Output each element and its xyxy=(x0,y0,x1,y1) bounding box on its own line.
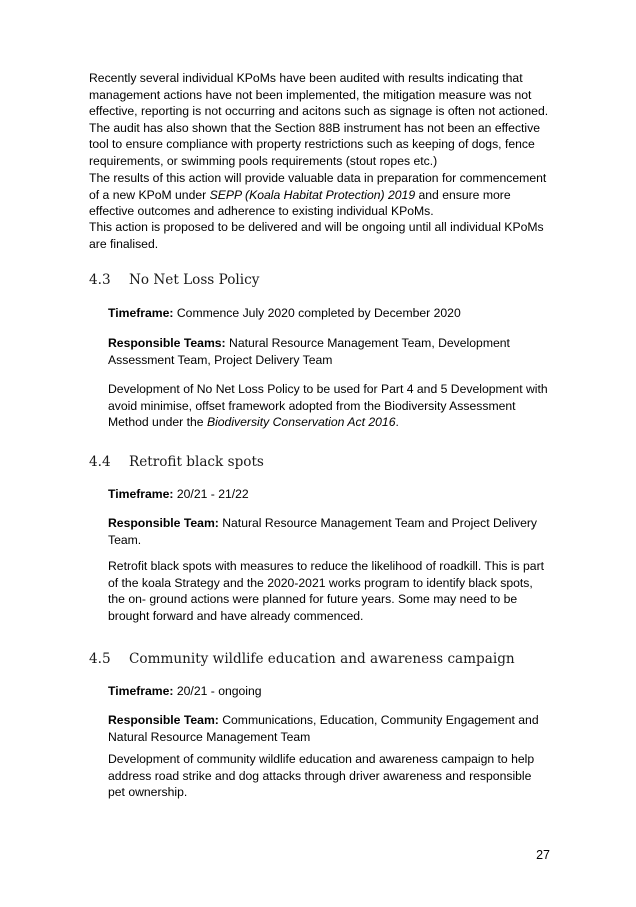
intro-paragraph-1: Recently several individual KPoMs have been audited with results indicating that management actions have not been implemented, the mitigation measure was not effective, reporting is not occurring and acitons such as signage is often not actioned. The audit has also shown that the Section 88B instrument has not been an effective tool to ensure compliance with property restrictions such as keeping of dogs, fence requirements, or swimming pools requirements (stout ropes etc.) xyxy=(89,71,549,168)
responsible-teams-4-3 xyxy=(108,335,548,368)
intro-p2-legislation: SEPP (Koala Habitat Protection) 2019 xyxy=(209,187,416,202)
section-number: 4.5 xyxy=(89,651,111,667)
intro-p2-text-end: and ensure more effective outcomes and adherence to existing individual KPoMs. xyxy=(89,187,511,219)
timeframe-4-3 xyxy=(108,305,548,322)
section-title: Retrofit black spots xyxy=(129,454,264,470)
section-heading-4-3 xyxy=(89,272,259,288)
teams-label: Responsible Team: xyxy=(108,713,219,727)
description-4-3 xyxy=(108,381,548,431)
page-number: 27 xyxy=(536,848,550,862)
section-number: 4.4 xyxy=(89,454,111,470)
responsible-team-4-5 xyxy=(108,712,548,745)
timeframe-4-5 xyxy=(108,683,548,700)
responsible-team-4-4 xyxy=(108,515,548,548)
intro-p2-text: The results of this action will provide valuable data in preparation for commencement of a new KPoM under xyxy=(89,171,547,202)
teams-value: Communications, Education, Community Engagement and Natural Resource Management Team xyxy=(108,713,539,744)
section-heading-4-4 xyxy=(89,454,264,470)
timeframe-label: Timeframe: xyxy=(108,487,174,501)
section-heading-4-5 xyxy=(89,651,515,667)
desc-legislation: Biodiversity Conservation Act 2016 xyxy=(206,415,396,430)
timeframe-value: 20/21 - 21/22 xyxy=(173,487,249,501)
section-number: 4.3 xyxy=(89,272,111,288)
intro-paragraph-3: This action is proposed to be delivered and will be ongoing until all individual KPoMs are finalised. xyxy=(89,220,544,251)
desc-text: Development of No Net Loss Policy to be used for Part 4 and 5 Development with avoid minimise, offset framework adopted from the Biodiversity Assessment Method under the xyxy=(108,382,548,430)
description-4-4: Retrofit black spots with measures to reduce the likelihood of roadkill. This is part of the koala Strategy and the 2020-2021 works program to identify black spots, the on- ground actions were planned for future years. Some may need to be brought forward and have already commenced. xyxy=(108,559,545,623)
timeframe-value: Commence July 2020 completed by December 2020 xyxy=(173,306,461,320)
desc-text-end: . xyxy=(395,415,399,430)
intro-paragraph-2 xyxy=(89,170,549,220)
teams-value: Natural Resource Management Team and Project Delivery Team. xyxy=(108,516,537,547)
timeframe-value: 20/21 - ongoing xyxy=(173,684,262,698)
section-title: No Net Loss Policy xyxy=(129,272,260,288)
teams-value: Natural Resource Management Team, Development Assessment Team, Project Delivery Team xyxy=(108,336,510,367)
description-4-5: Development of community wildlife education and awareness campaign to help address road strike and dog attacks through driver awareness and responsible pet ownership. xyxy=(108,752,535,800)
timeframe-label: Timeframe: xyxy=(108,684,174,698)
timeframe-label: Timeframe: xyxy=(108,306,174,320)
timeframe-4-4 xyxy=(108,486,548,503)
teams-label: Responsible Teams: xyxy=(108,336,226,350)
section-title: Community wildlife education and awareness campaign xyxy=(129,651,515,667)
teams-label: Responsible Team: xyxy=(108,516,219,530)
